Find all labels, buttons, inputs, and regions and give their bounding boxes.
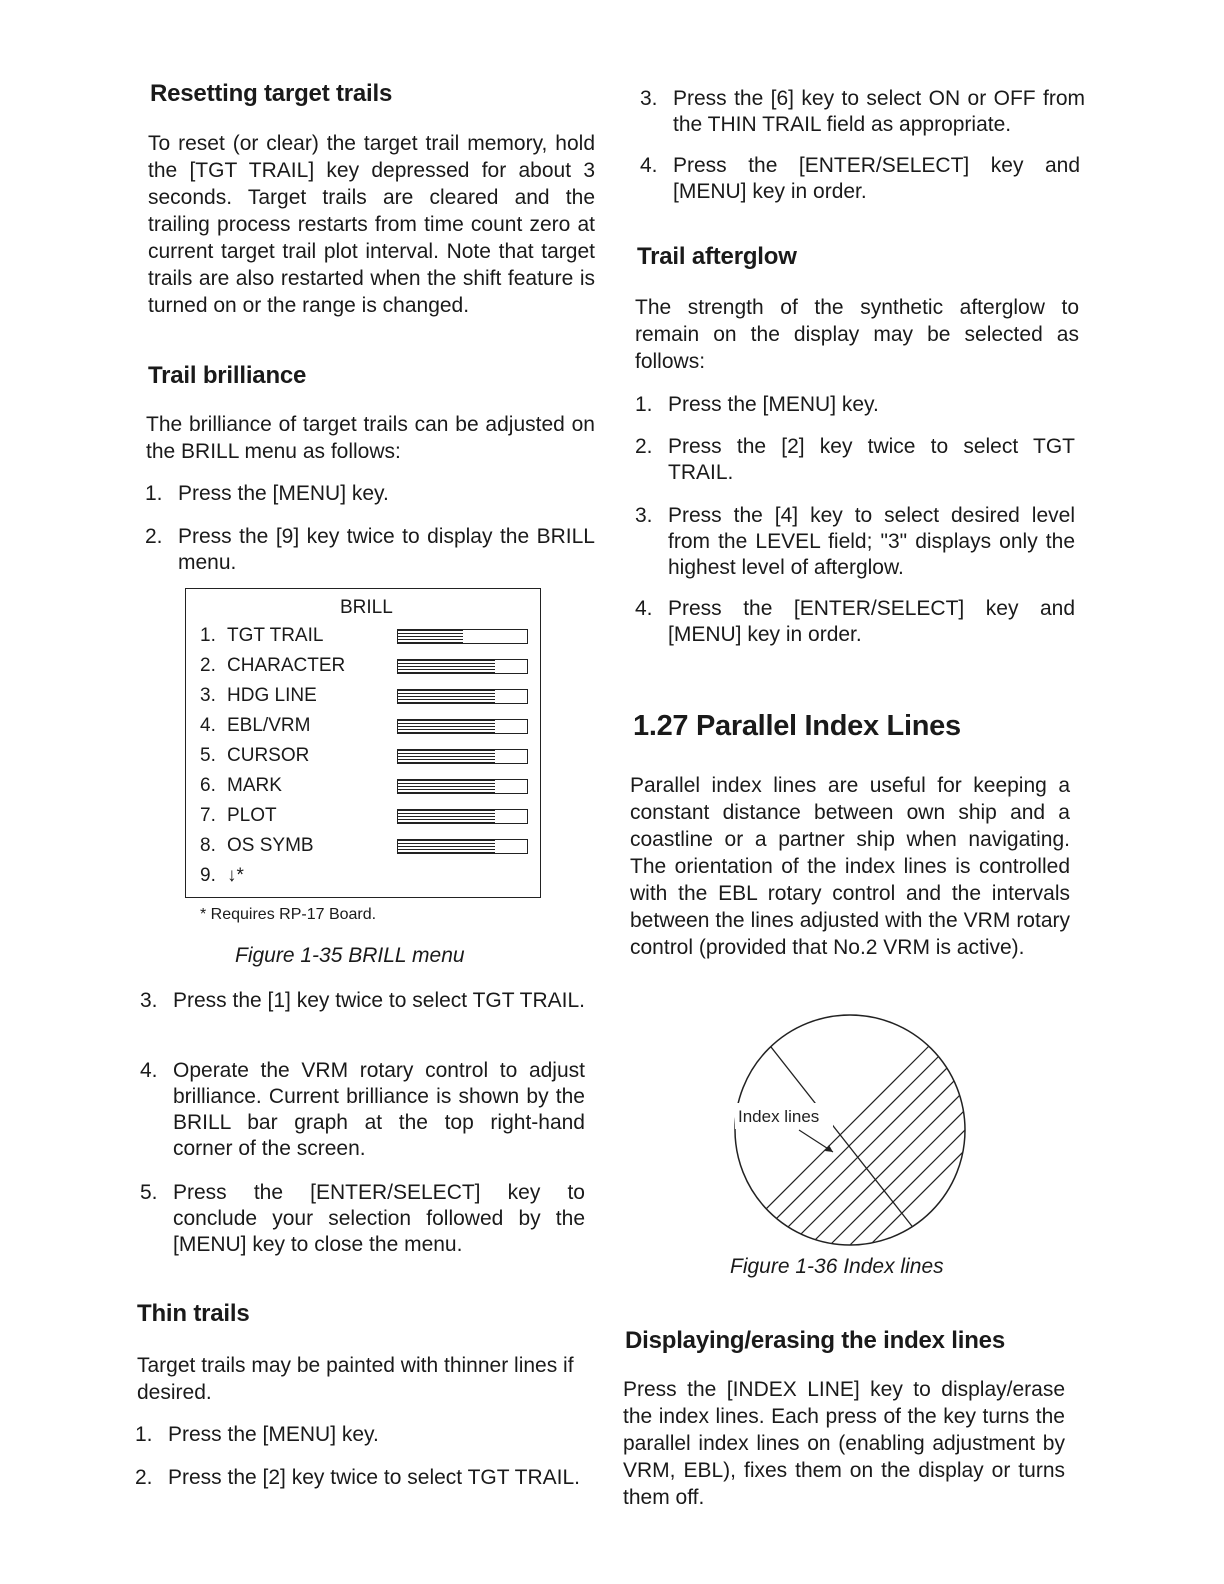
brill-footnote: * Requires RP-17 Board. [200,906,377,923]
afterglow-step-1 [635,392,1075,418]
brill-item-label: CURSOR [227,745,310,766]
step-number: 4. [635,597,653,620]
step-text: Press the [6] key to select ON or OFF from the THIN TRAIL field as appropriate. [673,87,1085,136]
step-number: 5. [140,1181,158,1204]
brill-item-label: TGT TRAIL [227,625,324,646]
brill-item-number: 2. [200,655,216,676]
step-number: 3. [140,989,158,1012]
brill-item-label: CHARACTER [227,655,346,676]
step-text: Press the [9] key twice to display the BRILL menu. [178,525,595,574]
brill-menu-item [200,805,530,835]
afterglow-intro: The strength of the synthetic afterglow to remain on the display may be selected as follows: [635,296,1079,373]
step-text: Press the [4] key to select desired level from the LEVEL field; "3" displays only the highest level of afterglow. [668,504,1075,579]
step-text: Press the [MENU] key. [668,393,879,416]
figure-1-36-caption: Figure 1-36 Index lines [730,1255,944,1278]
brill-level-bar [397,719,528,734]
brill-menu-item [200,835,530,865]
step-number: 3. [640,87,658,110]
brill-level-fill [398,750,495,763]
index-line [740,1035,960,1255]
step-text: Press the [ENTER/SELECT] key to conclude your selection followed by the [MENU] key to close the menu. [173,1181,585,1256]
thin-step-1 [135,1422,580,1448]
brill-item-number: 7. [200,805,216,826]
index-line [800,1035,975,1255]
brill-item-number: 8. [200,835,216,856]
brill-item-label: PLOT [227,805,277,826]
brill-item-number: 5. [200,745,216,766]
step-number: 1. [635,393,653,416]
step-text: Press the [ENTER/SELECT] key and [MENU] key in order. [673,154,1080,203]
index-lines-label: Index lines [738,1107,820,1126]
step-number: 2. [635,435,653,458]
step-number: 3. [635,504,653,527]
step-number: 1. [145,482,163,505]
brill-level-bar [397,629,528,644]
brill-menu-item [200,715,530,745]
brilliance-heading: Trail brilliance [148,362,307,389]
brill-item-number: 9. [200,865,216,886]
brill-menu-box [185,588,541,898]
index-line [860,1035,975,1255]
brill-item-number: 4. [200,715,216,736]
afterglow-heading: Trail afterglow [637,243,797,270]
step-number: 4. [140,1059,158,1082]
brill-item-label: MARK [227,775,282,796]
brill-level-bar [397,689,528,704]
step-text: Press the [MENU] key. [178,482,389,505]
parallel-body: Parallel index lines are useful for keeping a constant distance between own ship and a coastline or a partner ship when navigating. The orientation of the index lines is controlled with the EBL rotary control and the intervals between the lines adjusted with the VRM rotary control (provided that No.2 VRM is active). [630,774,1070,959]
brill-item-number: 1. [200,625,216,646]
brill-level-bar [397,779,528,794]
brill-level-bar [397,659,528,674]
resetting-heading: Resetting target trails [150,80,393,107]
step-number: 2. [145,525,163,548]
brill-level-fill [398,660,495,673]
brill-step-1 [145,481,595,507]
step-text: Press the [1] key twice to select TGT TRAIL. [173,989,585,1012]
brilliance-intro: The brilliance of target trails can be adjusted on the BRILL menu as follows: [146,413,595,463]
thin-intro: Target trails may be painted with thinner lines if desired. [137,1354,574,1404]
brill-level-fill [398,690,495,703]
brill-menu-item [200,775,530,805]
radar-circle [735,1015,965,1245]
thin-step-2 [135,1465,580,1491]
display-erase-heading: Displaying/erasing the index lines [625,1327,1005,1354]
index-line [820,1035,975,1255]
step-text: Operate the VRM rotary control to adjust brilliance. Current brilliance is shown by the BRILL bar graph at the top right-hand corner of the screen. [173,1059,585,1160]
brill-item-label: ↓* [227,865,244,886]
brill-menu-title: BRILL [340,597,393,618]
brill-level-fill [398,720,495,733]
figure-1-35-caption: Figure 1-35 BRILL menu [235,944,465,967]
brill-menu-item [200,865,530,895]
brill-level-fill [398,810,495,823]
thin-step-3 [640,86,1085,138]
ebl-line [760,1033,915,1230]
index-lines-figure [725,1005,975,1260]
brill-item-label: OS SYMB [227,835,314,856]
brill-item-number: 6. [200,775,216,796]
brill-level-bar [397,809,528,824]
brill-menu-item [200,745,530,775]
step-text: Press the [MENU] key. [168,1423,379,1446]
section-heading-parallel-index-lines: 1.27 Parallel Index Lines [633,710,961,742]
resetting-body: To reset (or clear) the target trail memory, hold the [TGT TRAIL] key depressed for about 3 seconds. Target trails are cleared and the trailing process restarts from time count zero at current target trail plot interval. Note that target trails are also restarted when the shift feature is turned on or the range is changed. [148,132,595,317]
index-line [760,1035,975,1255]
brill-level-fill [398,630,463,643]
step-number: 4. [640,154,658,177]
thin-step-4 [640,153,1080,205]
brill-level-bar [397,839,528,854]
brill-step-5 [140,1180,585,1258]
brill-menu-item [200,655,530,685]
afterglow-step-2 [635,434,1075,486]
step-number: 1. [135,1423,153,1446]
step-text: Press the [2] key twice to select TGT TRAIL. [668,435,1075,484]
afterglow-step-4 [635,596,1075,648]
brill-step-4 [140,1058,585,1162]
index-line [780,1035,975,1255]
step-text: Press the [ENTER/SELECT] key and [MENU] key in order. [668,597,1075,646]
brill-menu-item [200,625,530,655]
display-erase-body: Press the [INDEX LINE] key to display/erase the index lines. Each press of the key turns the parallel index lines on (enabling adjustment by VRM, EBL), fixes them on the display or turns them off. [623,1378,1065,1509]
step-number: 2. [135,1466,153,1489]
thin-heading: Thin trails [137,1300,250,1327]
brill-item-number: 3. [200,685,216,706]
index-lines [725,1035,975,1255]
afterglow-step-3 [635,503,1075,581]
brill-item-label: HDG LINE [227,685,317,706]
brill-level-fill [398,780,495,793]
brill-menu-item [200,685,530,715]
brill-item-label: EBL/VRM [227,715,311,736]
brill-step-2 [145,524,595,576]
brill-level-fill [398,840,495,853]
step-text: Press the [2] key twice to select TGT TRAIL. [168,1466,580,1489]
brill-step-3 [140,988,585,1014]
brill-level-bar [397,749,528,764]
